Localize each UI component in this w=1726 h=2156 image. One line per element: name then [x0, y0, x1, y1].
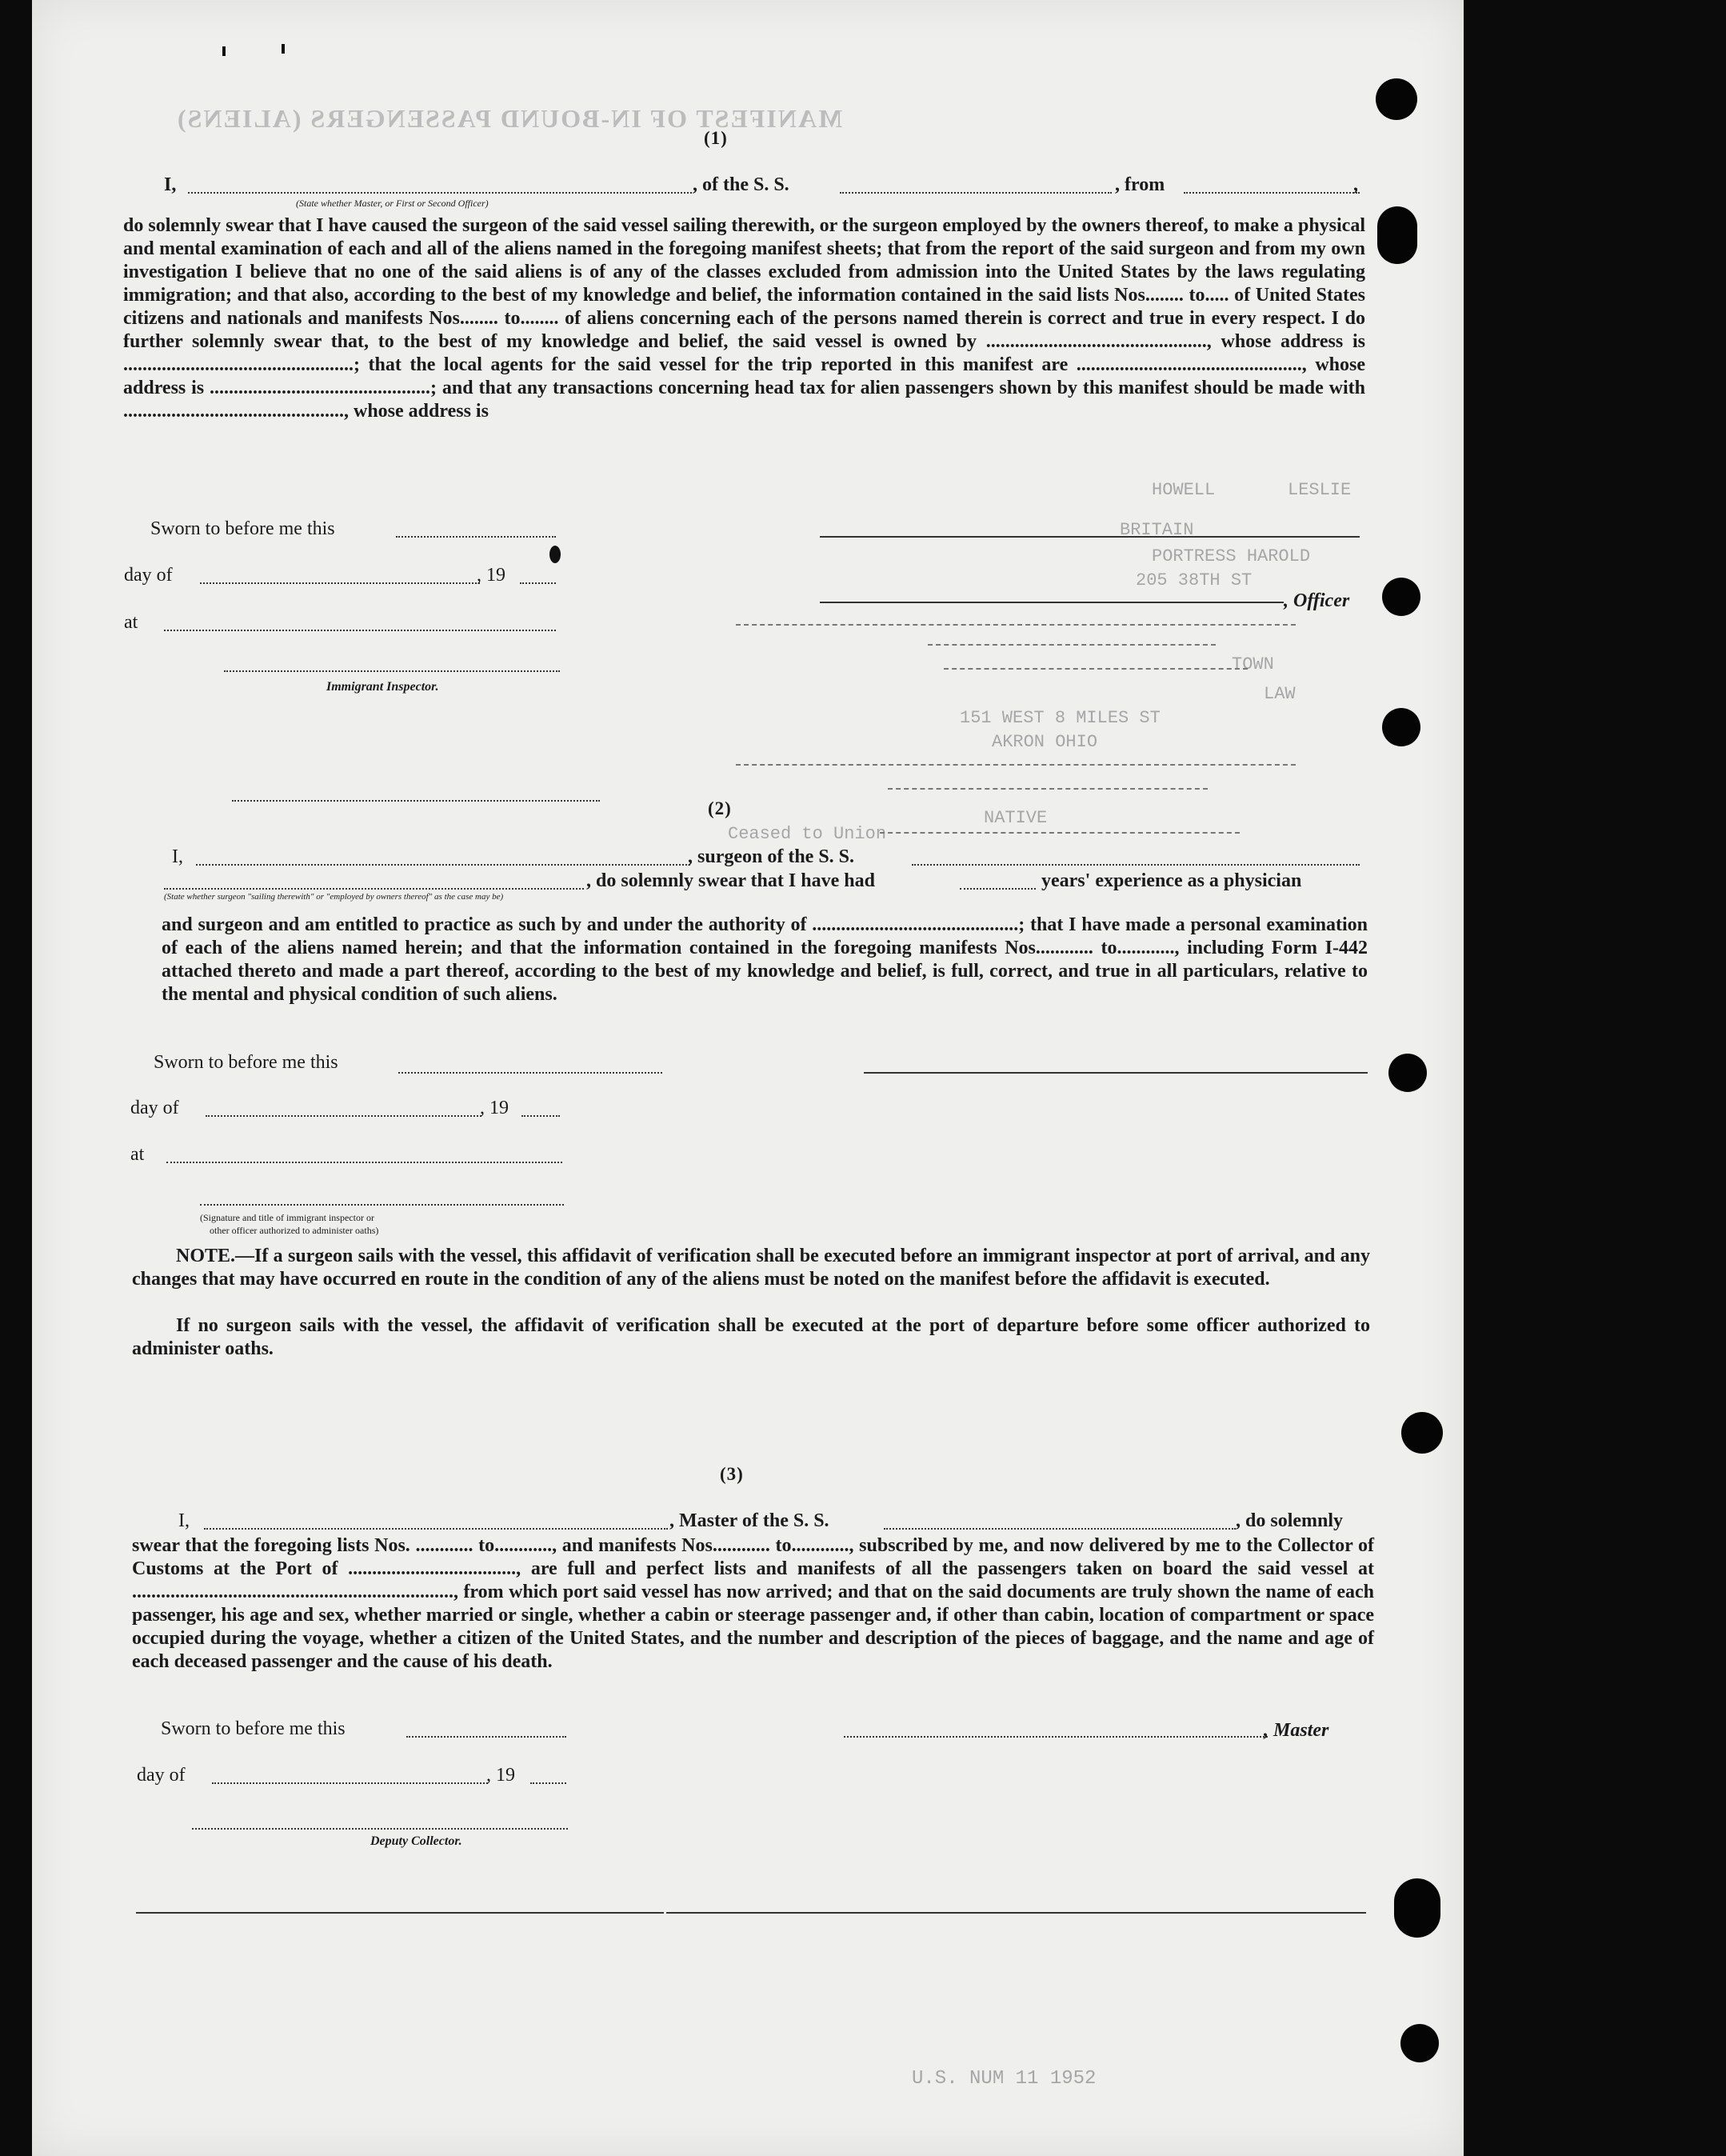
- note-paragraph-2: [132, 1314, 1370, 1361]
- document-page: [32, 0, 1464, 2156]
- bleed-through-text: HOWELL: [1152, 480, 1216, 500]
- sworn-label: Sworn to before me this: [150, 518, 335, 539]
- master-signature-line: [844, 1736, 1268, 1738]
- punch-hole: [1376, 78, 1417, 120]
- bleed-through-line: [888, 788, 1208, 790]
- sworn-date-line: [396, 536, 556, 538]
- section-number: (1): [704, 128, 728, 148]
- inspector-label: Immigrant Inspector.: [326, 680, 439, 694]
- year-label: , 19: [486, 1765, 515, 1786]
- from-field-line: [1184, 192, 1360, 194]
- at-label: at: [130, 1144, 145, 1165]
- section2-separator: [232, 800, 600, 802]
- punch-hole: [1382, 708, 1420, 746]
- vessel-label: , of the S. S.: [693, 174, 789, 195]
- swear-label: , do solemnly swear that I have had: [586, 870, 875, 891]
- bottom-rule-left: [136, 1912, 664, 1914]
- bleed-through-text: 151 WEST 8 MILES ST: [960, 708, 1161, 728]
- section3-oath-paragraph: swear that the foregoing lists Nos. ............ to............, and manifests Nos............ to............, subscribed by me, and now delivered by me to the Collector of Customs at the Port of ..................................., are full and perfect lists and manifests of all the passengers taken on board the said vessel at ..................................................................., from which port said vessel has now arrived; and that on the said documents are truly shown the name of each passenger, his age and sex, whether married or single, whether a cabin or steerage passenger and, if other than cabin, location of compartment or space occupied during the voyage, whether a citizen of the United States, and the number and description of the pieces of baggage, and the name and age of each deceased passenger and the cause of his death.: [132, 1535, 1374, 1672]
- bleed-through-line: [736, 624, 1296, 626]
- scan-mark: [282, 44, 285, 54]
- name-field-line: [204, 1528, 668, 1530]
- solemnly-label: , do solemnly: [1236, 1510, 1344, 1531]
- vessel-field-line: [884, 1528, 1236, 1530]
- bleed-through-text: Ceased to Union: [728, 824, 887, 844]
- punch-hole: [1388, 1054, 1427, 1092]
- collector-label: Deputy Collector.: [370, 1834, 462, 1848]
- punch-hole: [1400, 2024, 1439, 2062]
- officer-label: , Officer: [1284, 590, 1350, 611]
- pronoun-label: I,: [164, 174, 177, 195]
- day-of-label: day of: [137, 1765, 186, 1786]
- year-label: , 19: [480, 1098, 509, 1118]
- bleed-through-line: [736, 764, 1296, 766]
- day-of-label: day of: [124, 565, 173, 586]
- name-field-line: [196, 864, 690, 866]
- bleed-through-text: LAW: [1264, 684, 1296, 704]
- master-officer-note: (State whether Master, or First or Second Officer): [296, 198, 489, 209]
- vessel-field-line: [840, 192, 1112, 194]
- day-field-line: [212, 1782, 488, 1784]
- name-field-line: [188, 192, 692, 194]
- bleed-through-text: PORTRESS HAROLD: [1152, 546, 1311, 566]
- bleed-through-line: [880, 832, 1240, 834]
- at-field-line: [166, 1162, 562, 1163]
- bleed-through-heading: MANIFEST OF IN-BOUND PASSENGERS (ALIENS): [176, 104, 843, 133]
- inspector-signature-line: [200, 1204, 564, 1206]
- pronoun-label: I,: [172, 846, 183, 867]
- bleed-through-text: LESLIE: [1288, 480, 1352, 500]
- punch-hole: [1377, 206, 1417, 264]
- comma: ,: [1353, 174, 1358, 195]
- surgeon-signature-line: [864, 1072, 1368, 1074]
- signature-note: (Signature and title of immigrant inspector or: [200, 1212, 374, 1223]
- year-label: , 19: [477, 565, 505, 586]
- punch-hole: [1401, 1412, 1443, 1454]
- sworn-label: Sworn to before me this: [154, 1052, 338, 1073]
- section1-oath-paragraph: do solemnly swear that I have caused the surgeon of the said vessel sailing therewith, or the surgeon employed by the owners thereof, to make a physical and mental examination of each and all of the aliens named in the foregoing manifest sheets; that from the report of the said surgeon and from my own investigation I believe that no one of the said aliens is of any of the classes excluded from admission into the United States by the laws regulating immigration; and that also, according to the best of my knowledge and belief, the information contained in the said lists Nos........ to..... of United States citizens and nationals and manifests Nos........ to........ of aliens concerning each of the persons named therein is correct and true in every respect. I do further solemnly swear that, to the best of my knowledge and belief, the said vessel is owned by .............................................., whose address is ................................................; that the local agents for the said vessel for the trip reported in this manifest are ..............................................., whose address is ..............................................; and that any transactions concerning head tax for alien passengers shown by this manifest should be made with .............................................., whose address is: [123, 215, 1365, 422]
- bleed-through-text: TOWN: [1232, 654, 1274, 674]
- master-label: , Master of the S. S.: [669, 1510, 829, 1531]
- section2-oath-paragraph: and surgeon and am entitled to practice as such by and under the authority of ...........................................; that I have made a personal examination of each of the aliens named herein; and that the information contained in the foregoing manifests Nos............ to............, including Form I-442 attached thereto and made a part thereof, according to the best of my knowledge and belief, is full, correct, and true in all particulars, relative to the mental and physical condition of such aliens.: [162, 914, 1368, 1005]
- collector-signature-line: [192, 1828, 568, 1830]
- sworn-date-line: [398, 1072, 662, 1074]
- vessel-field-line: [912, 864, 1360, 866]
- section-number: (2): [708, 798, 732, 818]
- note-paragraph: [132, 1245, 1370, 1291]
- years-field-line: [960, 888, 1036, 890]
- inspector-signature-line: [224, 670, 560, 672]
- from-label: , from: [1115, 174, 1165, 195]
- surgeon-type-field-line: [164, 888, 584, 890]
- scan-mark: [222, 46, 226, 56]
- punch-hole: [1382, 578, 1420, 616]
- year-field-line: [520, 582, 556, 584]
- sworn-date-line: [406, 1736, 566, 1738]
- scan-mark: [549, 546, 561, 563]
- bleed-through-line: [944, 668, 1248, 670]
- bleed-through-line: [928, 644, 1216, 646]
- master-title: , Master: [1264, 1720, 1329, 1741]
- bleed-through-text: BRITAIN: [1120, 520, 1194, 540]
- bleed-through-text: 205 38TH ST: [1136, 570, 1253, 590]
- note-text: If no surgeon sails with the vessel, the affidavit of verification shall be executed at the port of departure before some officer authorized to administer oaths.: [132, 1315, 1370, 1359]
- year-field-line: [521, 1115, 560, 1117]
- pronoun-label: I,: [178, 1510, 190, 1531]
- sworn-label: Sworn to before me this: [161, 1718, 346, 1739]
- signature-note: other officer authorized to administer oaths): [210, 1225, 379, 1236]
- bleed-through-text: NATIVE: [984, 808, 1048, 828]
- at-label: at: [124, 612, 138, 633]
- surgeon-label: , surgeon of the S. S.: [688, 846, 855, 867]
- officer-line: [820, 602, 1284, 603]
- day-field-line: [206, 1115, 481, 1117]
- surgeon-type-note: (State whether surgeon "sailing therewith" or "employed by owners thereof" as the case may be): [164, 892, 504, 902]
- year-field-line: [530, 1782, 566, 1784]
- note-text: NOTE.—If a surgeon sails with the vessel, this affidavit of verification shall be executed before an immigrant inspector at port of arrival, and any changes that may have occurred en route in the condition of any of the aliens must be noted on the manifest before the affidavit is executed.: [132, 1246, 1370, 1290]
- at-field-line: [164, 630, 556, 631]
- section-number: (3): [720, 1464, 744, 1484]
- punch-hole: [1394, 1878, 1440, 1938]
- officer-signature-line: [820, 536, 1360, 538]
- bottom-rule-right: [666, 1912, 1366, 1914]
- bleed-through-text: AKRON OHIO: [992, 732, 1098, 752]
- bleed-through-footer: U.S. NUM 11 1952: [912, 2068, 1097, 2090]
- experience-label: years' experience as a physician: [1041, 870, 1302, 891]
- day-field-line: [200, 582, 480, 584]
- day-of-label: day of: [130, 1098, 179, 1118]
